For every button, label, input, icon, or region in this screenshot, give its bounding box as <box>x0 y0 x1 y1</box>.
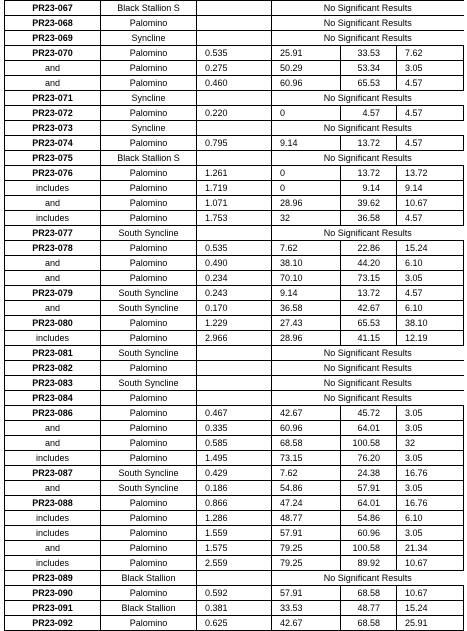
grade-cell <box>197 346 272 361</box>
length-cell: 38.10 <box>397 316 464 331</box>
from-cell: 36.58 <box>272 301 341 316</box>
from-cell: 73.15 <box>272 451 341 466</box>
target-area-cell: Black Stallion <box>101 601 197 616</box>
hole-id-cell: PR23-067 <box>5 1 101 16</box>
to-cell: 39.62 <box>341 196 397 211</box>
no-significant-results-cell: No Significant Results <box>272 1 464 16</box>
grade-cell: 1.575 <box>197 541 272 556</box>
to-cell: 64.01 <box>341 421 397 436</box>
target-area-cell: Palomino <box>101 211 197 226</box>
from-cell: 70.10 <box>272 271 341 286</box>
hole-id-cell: PR23-069 <box>5 31 101 46</box>
hole-id-cell: and <box>5 271 101 286</box>
hole-id-cell: and <box>5 196 101 211</box>
length-cell: 16.76 <box>397 466 464 481</box>
length-cell: 16.76 <box>397 496 464 511</box>
to-cell: 73.15 <box>341 271 397 286</box>
table-row <box>5 346 464 361</box>
hole-id-cell: PR23-082 <box>5 361 101 376</box>
to-cell: 53.34 <box>341 61 397 76</box>
to-cell: 13.72 <box>341 136 397 151</box>
target-area-cell: Palomino <box>101 196 197 211</box>
length-cell: 9.14 <box>397 181 464 196</box>
from-cell: 9.14 <box>272 286 341 301</box>
grade-cell: 0.460 <box>197 76 272 91</box>
table-row <box>5 466 464 481</box>
grade-cell: 1.495 <box>197 451 272 466</box>
target-area-cell: South Syncline <box>101 226 197 241</box>
target-area-cell: Palomino <box>101 316 197 331</box>
from-cell: 50.29 <box>272 61 341 76</box>
table-row <box>5 181 464 196</box>
target-area-cell: Palomino <box>101 421 197 436</box>
to-cell: 68.58 <box>341 616 397 631</box>
target-area-cell: Palomino <box>101 16 197 31</box>
target-area-cell: Palomino <box>101 511 197 526</box>
grade-cell: 1.559 <box>197 526 272 541</box>
hole-id-cell: includes <box>5 526 101 541</box>
target-area-cell: Palomino <box>101 331 197 346</box>
to-cell: 45.72 <box>341 406 397 421</box>
hole-id-cell: PR23-089 <box>5 571 101 586</box>
hole-id-cell: and <box>5 76 101 91</box>
hole-id-cell: PR23-074 <box>5 136 101 151</box>
grade-cell: 0.220 <box>197 106 272 121</box>
target-area-cell: Black Stallion S <box>101 1 197 16</box>
to-cell: 44.20 <box>341 256 397 271</box>
table-row <box>5 121 464 136</box>
table-row <box>5 46 464 61</box>
target-area-cell: South Syncline <box>101 481 197 496</box>
from-cell: 42.67 <box>272 616 341 631</box>
no-significant-results-cell: No Significant Results <box>272 226 464 241</box>
target-area-cell: Palomino <box>101 451 197 466</box>
table-row <box>5 271 464 286</box>
target-area-cell: Palomino <box>101 541 197 556</box>
table-body <box>5 1 464 631</box>
to-cell: 42.67 <box>341 301 397 316</box>
table-row <box>5 391 464 406</box>
from-cell: 28.96 <box>272 196 341 211</box>
table-row <box>5 541 464 556</box>
target-area-cell: Black Stallion <box>101 571 197 586</box>
to-cell: 100.58 <box>341 436 397 451</box>
hole-id-cell: includes <box>5 511 101 526</box>
grade-cell: 0.243 <box>197 286 272 301</box>
grade-cell: 0.429 <box>197 466 272 481</box>
from-cell: 38.10 <box>272 256 341 271</box>
drill-results-table <box>4 0 464 631</box>
table-row <box>5 616 464 631</box>
target-area-cell: Syncline <box>101 121 197 136</box>
hole-id-cell: PR23-070 <box>5 46 101 61</box>
grade-cell: 0.186 <box>197 481 272 496</box>
grade-cell: 1.071 <box>197 196 272 211</box>
to-cell: 76.20 <box>341 451 397 466</box>
hole-id-cell: PR23-084 <box>5 391 101 406</box>
grade-cell: 0.467 <box>197 406 272 421</box>
grade-cell: 1.719 <box>197 181 272 196</box>
grade-cell: 0.335 <box>197 421 272 436</box>
to-cell: 41.15 <box>341 331 397 346</box>
table-row <box>5 601 464 616</box>
no-significant-results-cell: No Significant Results <box>272 91 464 106</box>
grade-cell: 0.866 <box>197 496 272 511</box>
hole-id-cell: PR23-087 <box>5 466 101 481</box>
hole-id-cell: and <box>5 301 101 316</box>
grade-cell <box>197 16 272 31</box>
table-row <box>5 406 464 421</box>
grade-cell: 0.585 <box>197 436 272 451</box>
hole-id-cell: PR23-079 <box>5 286 101 301</box>
target-area-cell: Palomino <box>101 181 197 196</box>
to-cell: 9.14 <box>341 181 397 196</box>
length-cell: 15.24 <box>397 241 464 256</box>
grade-cell: 0.535 <box>197 46 272 61</box>
target-area-cell: Palomino <box>101 496 197 511</box>
target-area-cell: Palomino <box>101 406 197 421</box>
table-row <box>5 151 464 166</box>
grade-cell <box>197 31 272 46</box>
table-row <box>5 301 464 316</box>
table-row <box>5 511 464 526</box>
from-cell: 48.77 <box>272 511 341 526</box>
grade-cell: 0.625 <box>197 616 272 631</box>
table-row <box>5 61 464 76</box>
table-row <box>5 556 464 571</box>
hole-id-cell: PR23-092 <box>5 616 101 631</box>
hole-id-cell: PR23-080 <box>5 316 101 331</box>
table-row <box>5 106 464 121</box>
to-cell: 4.57 <box>341 106 397 121</box>
length-cell: 21.34 <box>397 541 464 556</box>
target-area-cell: Palomino <box>101 556 197 571</box>
grade-cell: 0.490 <box>197 256 272 271</box>
length-cell: 4.57 <box>397 106 464 121</box>
from-cell: 0 <box>272 106 341 121</box>
length-cell: 3.05 <box>397 481 464 496</box>
hole-id-cell: PR23-083 <box>5 376 101 391</box>
hole-id-cell: includes <box>5 331 101 346</box>
grade-cell <box>197 121 272 136</box>
length-cell: 6.10 <box>397 301 464 316</box>
to-cell: 64.01 <box>341 496 397 511</box>
no-significant-results-cell: No Significant Results <box>272 31 464 46</box>
to-cell: 24.38 <box>341 466 397 481</box>
target-area-cell: Palomino <box>101 586 197 601</box>
no-significant-results-cell: No Significant Results <box>272 571 464 586</box>
hole-id-cell: and <box>5 541 101 556</box>
length-cell: 32 <box>397 436 464 451</box>
target-area-cell: South Syncline <box>101 376 197 391</box>
from-cell: 60.96 <box>272 421 341 436</box>
table-row <box>5 286 464 301</box>
no-significant-results-cell: No Significant Results <box>272 151 464 166</box>
table-row <box>5 166 464 181</box>
target-area-cell: Palomino <box>101 436 197 451</box>
from-cell: 7.62 <box>272 241 341 256</box>
grade-cell <box>197 226 272 241</box>
from-cell: 28.96 <box>272 331 341 346</box>
hole-id-cell: PR23-072 <box>5 106 101 121</box>
hole-id-cell: PR23-078 <box>5 241 101 256</box>
grade-cell: 1.229 <box>197 316 272 331</box>
length-cell: 3.05 <box>397 451 464 466</box>
table-row <box>5 226 464 241</box>
target-area-cell: Black Stallion S <box>101 151 197 166</box>
from-cell: 57.91 <box>272 586 341 601</box>
grade-cell <box>197 571 272 586</box>
length-cell: 3.05 <box>397 526 464 541</box>
target-area-cell: South Syncline <box>101 286 197 301</box>
from-cell: 27.43 <box>272 316 341 331</box>
table-row <box>5 451 464 466</box>
table-row <box>5 136 464 151</box>
hole-id-cell: PR23-075 <box>5 151 101 166</box>
table-row <box>5 496 464 511</box>
no-significant-results-cell: No Significant Results <box>272 361 464 376</box>
to-cell: 60.96 <box>341 526 397 541</box>
no-significant-results-cell: No Significant Results <box>272 346 464 361</box>
target-area-cell: Palomino <box>101 76 197 91</box>
no-significant-results-cell: No Significant Results <box>272 376 464 391</box>
from-cell: 7.62 <box>272 466 341 481</box>
table-row <box>5 211 464 226</box>
target-area-cell: Palomino <box>101 616 197 631</box>
from-cell: 60.96 <box>272 76 341 91</box>
to-cell: 57.91 <box>341 481 397 496</box>
target-area-cell: Palomino <box>101 526 197 541</box>
target-area-cell: Palomino <box>101 391 197 406</box>
length-cell: 12.19 <box>397 331 464 346</box>
hole-id-cell: includes <box>5 556 101 571</box>
to-cell: 33.53 <box>341 46 397 61</box>
length-cell: 4.57 <box>397 136 464 151</box>
table-row <box>5 421 464 436</box>
table-row <box>5 481 464 496</box>
to-cell: 48.77 <box>341 601 397 616</box>
no-significant-results-cell: No Significant Results <box>272 391 464 406</box>
length-cell: 15.24 <box>397 601 464 616</box>
grade-cell <box>197 376 272 391</box>
hole-id-cell: includes <box>5 211 101 226</box>
target-area-cell: South Syncline <box>101 466 197 481</box>
table-row <box>5 16 464 31</box>
target-area-cell: South Syncline <box>101 346 197 361</box>
hole-id-cell: PR23-071 <box>5 91 101 106</box>
length-cell: 4.57 <box>397 286 464 301</box>
hole-id-cell: and <box>5 481 101 496</box>
target-area-cell: Palomino <box>101 241 197 256</box>
table-row <box>5 586 464 601</box>
table-row <box>5 571 464 586</box>
length-cell: 10.67 <box>397 586 464 601</box>
hole-id-cell: PR23-090 <box>5 586 101 601</box>
hole-id-cell: PR23-073 <box>5 121 101 136</box>
from-cell: 47.24 <box>272 496 341 511</box>
table-row <box>5 361 464 376</box>
from-cell: 57.91 <box>272 526 341 541</box>
grade-cell <box>197 391 272 406</box>
hole-id-cell: includes <box>5 181 101 196</box>
table-row <box>5 91 464 106</box>
target-area-cell: Palomino <box>101 361 197 376</box>
table-row <box>5 31 464 46</box>
table-row <box>5 331 464 346</box>
grade-cell: 0.381 <box>197 601 272 616</box>
length-cell: 7.62 <box>397 46 464 61</box>
to-cell: 100.58 <box>341 541 397 556</box>
to-cell: 13.72 <box>341 286 397 301</box>
table-row <box>5 436 464 451</box>
length-cell: 3.05 <box>397 406 464 421</box>
to-cell: 22.86 <box>341 241 397 256</box>
length-cell: 13.72 <box>397 166 464 181</box>
grade-cell: 0.234 <box>197 271 272 286</box>
grade-cell: 0.170 <box>197 301 272 316</box>
table-row <box>5 526 464 541</box>
target-area-cell: Palomino <box>101 136 197 151</box>
from-cell: 79.25 <box>272 541 341 556</box>
target-area-cell: Palomino <box>101 166 197 181</box>
grade-cell <box>197 361 272 376</box>
from-cell: 9.14 <box>272 136 341 151</box>
from-cell: 0 <box>272 166 341 181</box>
grade-cell: 0.592 <box>197 586 272 601</box>
length-cell: 10.67 <box>397 556 464 571</box>
hole-id-cell: PR23-086 <box>5 406 101 421</box>
from-cell: 79.25 <box>272 556 341 571</box>
table-row <box>5 241 464 256</box>
table-row <box>5 76 464 91</box>
target-area-cell: Palomino <box>101 106 197 121</box>
to-cell: 65.53 <box>341 76 397 91</box>
to-cell: 65.53 <box>341 316 397 331</box>
from-cell: 33.53 <box>272 601 341 616</box>
no-significant-results-cell: No Significant Results <box>272 121 464 136</box>
from-cell: 68.58 <box>272 436 341 451</box>
hole-id-cell: PR23-077 <box>5 226 101 241</box>
grade-cell: 0.275 <box>197 61 272 76</box>
from-cell: 0 <box>272 181 341 196</box>
hole-id-cell: PR23-068 <box>5 16 101 31</box>
length-cell: 6.10 <box>397 511 464 526</box>
grade-cell: 0.535 <box>197 241 272 256</box>
length-cell: 3.05 <box>397 421 464 436</box>
target-area-cell: Syncline <box>101 31 197 46</box>
target-area-cell: Syncline <box>101 91 197 106</box>
grade-cell: 1.261 <box>197 166 272 181</box>
hole-id-cell: PR23-081 <box>5 346 101 361</box>
length-cell: 3.05 <box>397 271 464 286</box>
target-area-cell: Palomino <box>101 256 197 271</box>
hole-id-cell: and <box>5 421 101 436</box>
to-cell: 54.86 <box>341 511 397 526</box>
table-row <box>5 256 464 271</box>
length-cell: 4.57 <box>397 211 464 226</box>
grade-cell: 2.966 <box>197 331 272 346</box>
length-cell: 4.57 <box>397 76 464 91</box>
length-cell: 6.10 <box>397 256 464 271</box>
target-area-cell: South Syncline <box>101 301 197 316</box>
table-row <box>5 196 464 211</box>
hole-id-cell: PR23-076 <box>5 166 101 181</box>
grade-cell <box>197 151 272 166</box>
hole-id-cell: PR23-091 <box>5 601 101 616</box>
grade-cell <box>197 91 272 106</box>
hole-id-cell: and <box>5 436 101 451</box>
from-cell: 32 <box>272 211 341 226</box>
length-cell: 10.67 <box>397 196 464 211</box>
grade-cell: 1.753 <box>197 211 272 226</box>
table-row <box>5 1 464 16</box>
grade-cell: 0.795 <box>197 136 272 151</box>
hole-id-cell: and <box>5 61 101 76</box>
table-row <box>5 376 464 391</box>
hole-id-cell: includes <box>5 451 101 466</box>
from-cell: 25.91 <box>272 46 341 61</box>
target-area-cell: Palomino <box>101 61 197 76</box>
grade-cell: 1.286 <box>197 511 272 526</box>
hole-id-cell: PR23-088 <box>5 496 101 511</box>
to-cell: 89.92 <box>341 556 397 571</box>
no-significant-results-cell: No Significant Results <box>272 16 464 31</box>
grade-cell <box>197 1 272 16</box>
length-cell: 3.05 <box>397 61 464 76</box>
target-area-cell: Palomino <box>101 46 197 61</box>
table-row <box>5 316 464 331</box>
from-cell: 54.86 <box>272 481 341 496</box>
to-cell: 68.58 <box>341 586 397 601</box>
length-cell: 25.91 <box>397 616 464 631</box>
to-cell: 13.72 <box>341 166 397 181</box>
from-cell: 42.67 <box>272 406 341 421</box>
to-cell: 36.58 <box>341 211 397 226</box>
hole-id-cell: and <box>5 256 101 271</box>
target-area-cell: Palomino <box>101 271 197 286</box>
grade-cell: 2.559 <box>197 556 272 571</box>
